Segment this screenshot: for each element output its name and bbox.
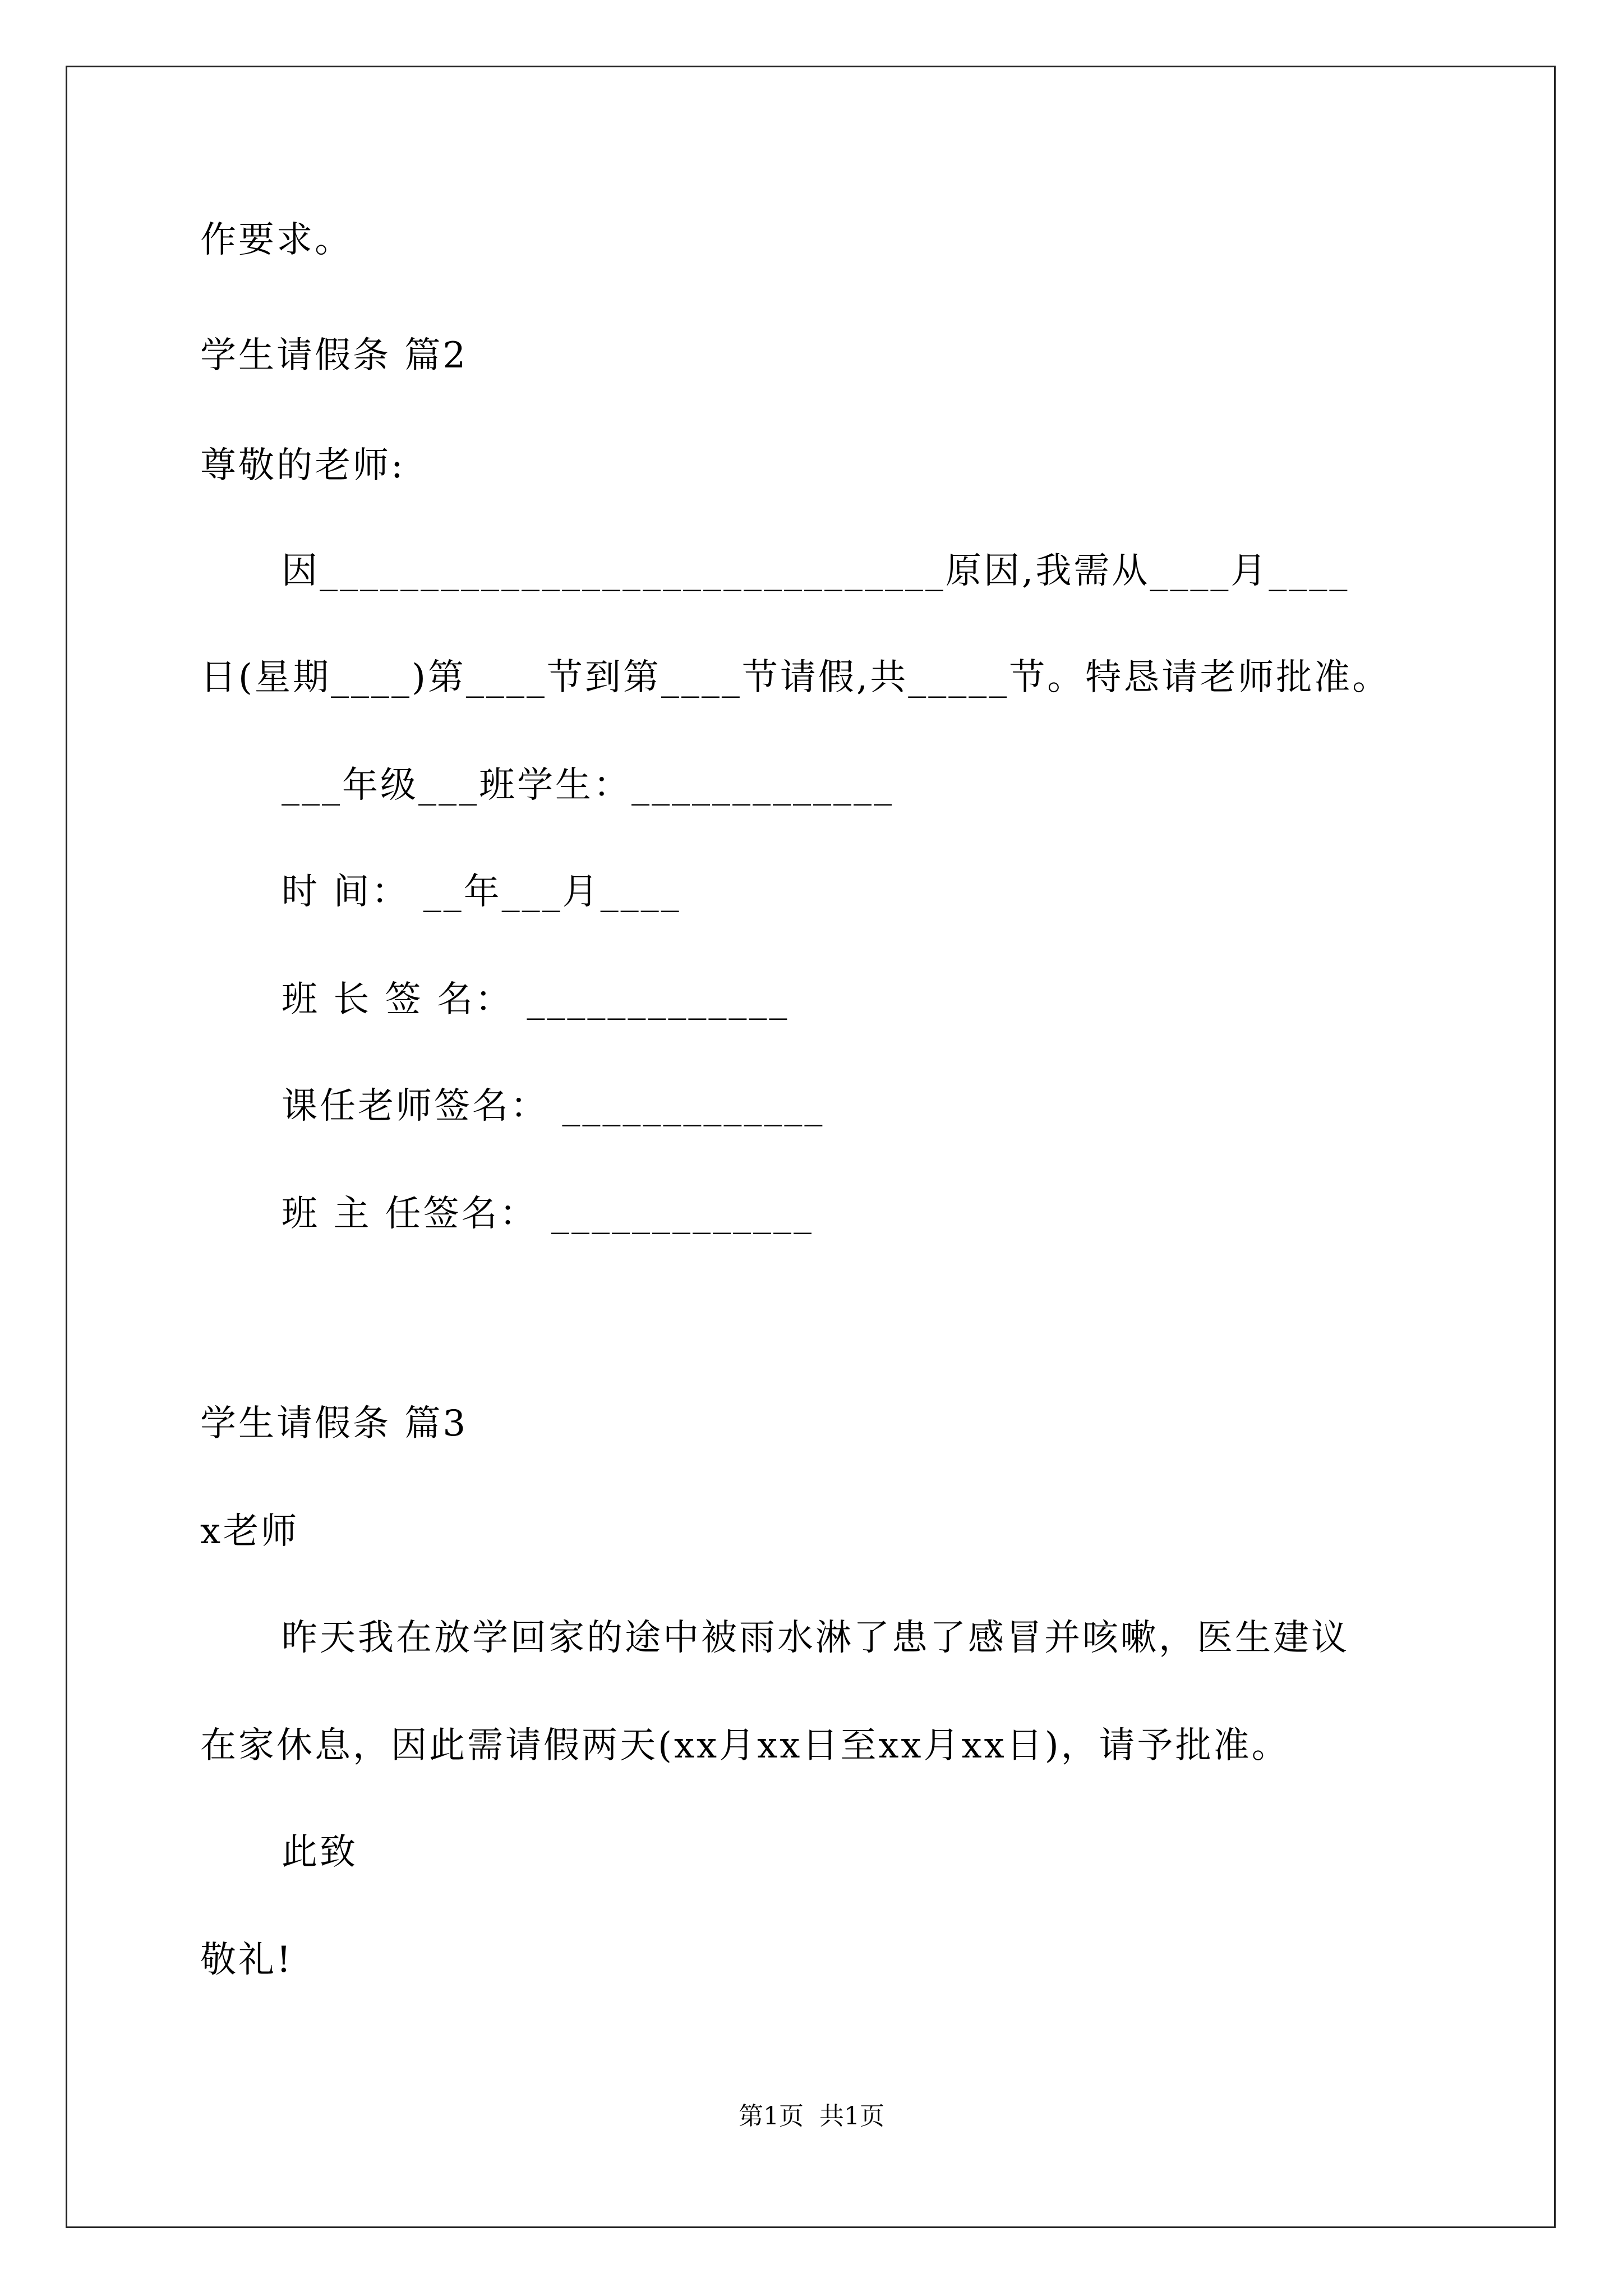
section-heading-3: 学生请假条 篇3 [200,1403,468,1444]
page-footer: 第1页 共1页 [739,2102,884,2131]
teacher-signature-field: 课任老师签名： _____________ [282,1085,825,1127]
body-line-period: 日(星期____)第____节到第____节请假,共_____节。特恳请老师批准。 [200,657,1391,698]
salutation-2: 尊敬的老师: [200,445,405,486]
closing-line-1: 此致 [282,1832,358,1873]
text-line-continuation: 作要求。 [200,219,353,261]
date-field: 时 间： __年___月____ [282,871,681,913]
body-line-1: 昨天我在放学回家的途中被雨水淋了患了感冒并咳嗽，医生建议 [282,1617,1349,1659]
section-heading-2: 学生请假条 篇2 [200,335,468,376]
class-student-field: ___年级___班学生：_____________ [282,765,894,806]
salutation-3: x老师 [200,1511,299,1552]
monitor-signature-field: 班 长 签 名： _____________ [282,979,790,1020]
head-teacher-signature-field: 班 主 任签名： _____________ [282,1193,814,1235]
body-line-reason: 因_______________________________原因,我需从____月____ [282,550,1350,592]
closing-line-2: 敬礼! [200,1939,293,1981]
body-line-2: 在家休息，因此需请假两天(xx月xx日至xx月xx日)，请予批准。 [200,1725,1290,1766]
page-border [66,66,1556,2228]
